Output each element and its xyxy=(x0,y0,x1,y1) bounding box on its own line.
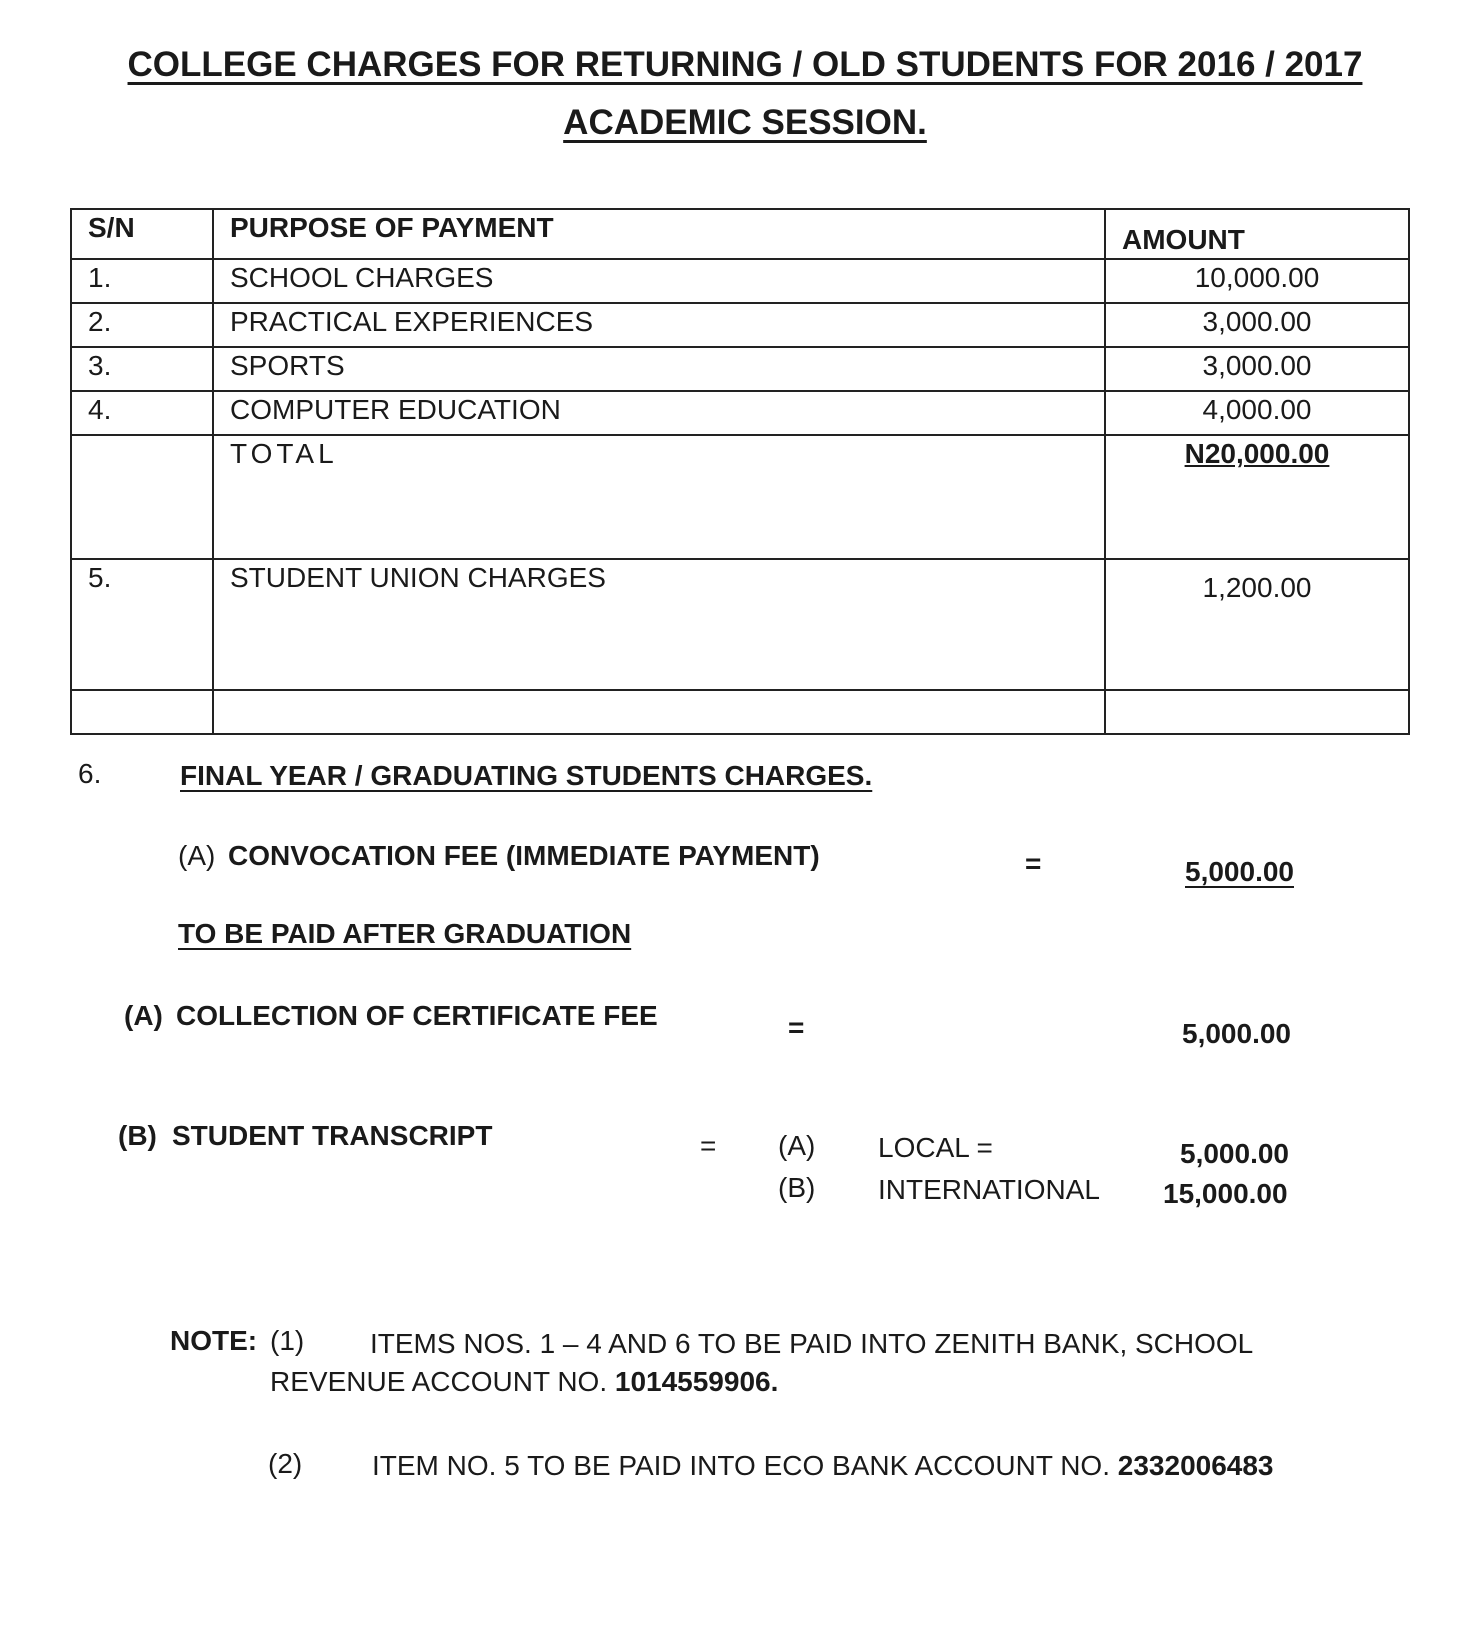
local-marker: (A) xyxy=(778,1130,816,1161)
row-sn: 3. xyxy=(71,347,213,391)
total-row xyxy=(71,435,1409,559)
header-sn: S/N xyxy=(71,209,213,259)
certificate-marker: (A) xyxy=(124,1000,163,1031)
note-2-account: 2332006483 xyxy=(1117,1450,1274,1481)
union-sn: 5. xyxy=(71,559,213,690)
charges-table xyxy=(70,208,1410,735)
local-amount: 5,000.00 xyxy=(1180,1138,1289,1169)
transcript-marker: (B) xyxy=(118,1120,157,1151)
total-label: TOTAL xyxy=(213,435,1105,559)
section-number: 6. xyxy=(78,758,102,789)
row-purpose: COMPUTER EDUCATION xyxy=(213,391,1105,435)
row-purpose: SPORTS xyxy=(213,347,1105,391)
header-amount: AMOUNT xyxy=(1105,209,1409,259)
after-graduation-heading: TO BE PAID AFTER GRADUATION xyxy=(178,918,632,949)
table-row xyxy=(71,259,1409,303)
title-line-1: COLLEGE CHARGES FOR RETURNING / OLD STUDENTS FOR 2016 / 2017 xyxy=(127,45,1363,84)
note-2-marker: (2) xyxy=(268,1448,303,1479)
note-2-text xyxy=(372,1450,1274,1482)
title-line-2: ACADEMIC SESSION. xyxy=(563,103,927,142)
note-1-marker: (1) xyxy=(270,1325,305,1356)
empty-cell xyxy=(1105,690,1409,734)
row-sn: 4. xyxy=(71,391,213,435)
note-1-text-line-2-prefix: REVENUE ACCOUNT NO. xyxy=(270,1366,615,1397)
international-amount: 15,000.00 xyxy=(1163,1178,1288,1209)
note-1-text-line-1: ITEMS NOS. 1 – 4 AND 6 TO BE PAID INTO ZENITH BANK, SCHOOL xyxy=(370,1328,1254,1359)
certificate-label: COLLECTION OF CERTIFICATE FEE xyxy=(176,1000,658,1031)
empty-cell xyxy=(71,690,213,734)
row-amount: 4,000.00 xyxy=(1105,391,1409,435)
convocation-marker: (A) xyxy=(178,840,216,871)
convocation-equals: = xyxy=(1025,848,1042,879)
document-title xyxy=(80,36,1410,152)
convocation-label: CONVOCATION FEE (IMMEDIATE PAYMENT) xyxy=(228,840,820,871)
header-purpose: PURPOSE OF PAYMENT xyxy=(213,209,1105,259)
total-amount: N20,000.00 xyxy=(1105,435,1409,559)
union-row xyxy=(71,559,1409,690)
union-amount: 1,200.00 xyxy=(1105,559,1409,690)
total-sn-cell xyxy=(71,435,213,559)
section-heading: FINAL YEAR / GRADUATING STUDENTS CHARGES. xyxy=(180,760,873,791)
union-purpose: STUDENT UNION CHARGES xyxy=(213,559,1105,690)
transcript-equals: = xyxy=(700,1130,717,1161)
international-marker: (B) xyxy=(778,1172,816,1203)
certificate-equals: = xyxy=(788,1012,805,1043)
note-label: NOTE: xyxy=(170,1325,258,1356)
transcript-label: STUDENT TRANSCRIPT xyxy=(172,1120,493,1151)
row-amount: 3,000.00 xyxy=(1105,347,1409,391)
row-sn: 1. xyxy=(71,259,213,303)
table-header-row xyxy=(71,209,1409,259)
row-amount: 3,000.00 xyxy=(1105,303,1409,347)
row-amount: 10,000.00 xyxy=(1105,259,1409,303)
note-1-text-line-2 xyxy=(270,1366,778,1398)
note-1-account: 1014559906. xyxy=(614,1366,779,1397)
empty-row xyxy=(71,690,1409,734)
international-label: INTERNATIONAL xyxy=(878,1174,1100,1205)
row-sn: 2. xyxy=(71,303,213,347)
note-2-text-prefix: ITEM NO. 5 TO BE PAID INTO ECO BANK ACCOUNT NO. xyxy=(372,1450,1118,1481)
row-purpose: PRACTICAL EXPERIENCES xyxy=(213,303,1105,347)
table-row xyxy=(71,391,1409,435)
table-row xyxy=(71,303,1409,347)
local-label: LOCAL = xyxy=(878,1132,993,1163)
table-row xyxy=(71,347,1409,391)
certificate-amount: 5,000.00 xyxy=(1182,1018,1291,1049)
empty-cell xyxy=(213,690,1105,734)
row-purpose: SCHOOL CHARGES xyxy=(213,259,1105,303)
convocation-amount: 5,000.00 xyxy=(1185,856,1294,887)
